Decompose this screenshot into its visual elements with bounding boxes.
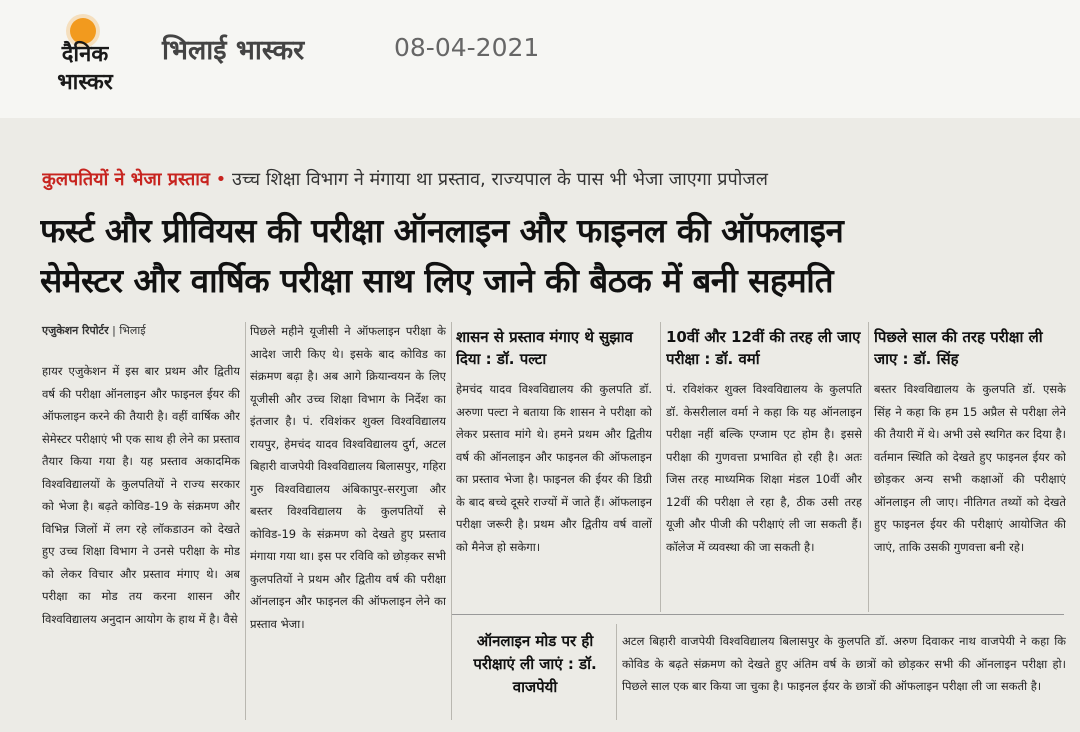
headline-line-2: सेमेस्टर और वार्षिक परीक्षा साथ लिए जाने की बैठक में बनी सहमति (40, 261, 834, 300)
column-divider (245, 322, 246, 720)
column-divider (868, 322, 869, 612)
section-divider (452, 614, 1064, 615)
logo-text-bottom: भास्कर (57, 70, 113, 95)
kicker-label: कुलपतियों ने भेजा प्रस्ताव (42, 169, 210, 190)
subhead-vajpayee: ऑनलाइन मोड पर ही परीक्षाएं ली जाएं : डॉ. वाजपेयी (473, 632, 597, 696)
edition-name: भिलाई भास्कर (162, 35, 305, 66)
article-kicker (42, 166, 1072, 194)
subsection-vajpayee-body: अटल बिहारी वाजपेयी विश्वविद्यालय बिलासपुर के कुलपति डॉ. अरुण दिवाकर नाथ वाजपेयी ने कहा कि कोविड के बढ़ते संक्रमण को देखते हुए अंतिम वर्ष के छात्रों को छोड़कर सभी की ऑनलाइन परीक्षा हो। पिछले साल एक बार किया जा चुका है। फाइनल ईयर के छात्रों की ऑफलाइन परीक्षा ली जा सकती है। (622, 634, 1066, 693)
byline-separator: | (112, 324, 116, 337)
column-divider (660, 322, 661, 612)
sun-logo-icon (70, 18, 96, 44)
byline-city: भिलाई (119, 324, 146, 337)
body-column-1: हायर एजुकेशन में इस बार प्रथम और द्वितीय वर्ष की परीक्षा ऑनलाइन और फाइनल ईयर की ऑफलाइन करने की तैयारी है। वहीं वार्षिक और सेमेस्टर परीक्षाएं भी एक साथ ही लेने का प्रस्ताव तैयार किया गया है। यह प्रस्ताव अकादमिक विश्वविद्यालयों के कुलपतियों ने राज्य सरकार को भेजा है। बढ़ते कोविड-19 के संक्रमण और विभिन्न जिलों में लग रहे लॉकडाउन को देखते हुए उच्च शिक्षा विभाग ने उनसे परीक्षा के मोड को लेकर विचार और प्रस्ताव मंगाए थे। अब परीक्षा का मोड तय करना शासन और विश्वविद्यालय अनुदान आयोग के हाथ में है। वैसे (42, 364, 240, 626)
byline-reporter: एजुकेशन रिपोर्टर (42, 324, 109, 337)
subhead-palta: शासन से प्रस्ताव मंगाए थे सुझाव दिया : डॉ. पल्टा (456, 328, 633, 368)
kicker-text: उच्च शिक्षा विभाग ने मंगाया था प्रस्ताव, राज्यपाल के पास भी भेजा जाएगा प्रपोजल (232, 169, 768, 190)
subsection-singh-body: बस्तर विश्वविद्यालय के कुलपति डॉ. एसके सिंह ने कहा कि हम 15 अप्रैल से परीक्षा लेने की तैयारी में थे। अभी उसे स्थगित कर दिया है। वर्तमान स्थिति को देखते हुए फाइनल ईयर को छोड़कर अन्य सभी कक्षाओं की परीक्षाएं ऑनलाइन ली जाए। नीतिगत तथ्यों को देखते हुए फाइनल ईयर की परीक्षाएं आयोजित की जाएं, ताकि उसकी गुणवत्ता बनी रहे। (874, 382, 1066, 554)
newspaper-logo (34, 18, 136, 108)
headline-line-1: फर्स्ट और प्रीवियस की परीक्षा ऑनलाइन और फाइनल की ऑफलाइन (40, 211, 844, 250)
byline (42, 320, 242, 342)
subhead-singh: पिछले साल की तरह परीक्षा ली जाए : डॉ. सिंह (874, 328, 1043, 368)
kicker-bullet: • (215, 169, 227, 190)
article-headline (40, 206, 1070, 306)
subsection-palta-body: हेमचंद यादव विश्वविद्यालय की कुलपति डॉ. अरुणा पल्टा ने बताया कि शासन ने परीक्षा को लेकर प्रस्ताव मांगे थे। हमने प्रथम और द्वितीय वर्ष की ऑनलाइन और फाइनल की ऑफलाइन का प्रस्ताव भेजा है। फाइनल की ईयर की डिग्री के बाद बच्चे दूसरे राज्यों में जाते हैं। ऑफलाइन परीक्षा जरूरी है। प्रथम और द्वितीय वर्ष वालों को मैनेज हो सकेगा। (456, 382, 652, 554)
edition-date: 08-04-2021 (394, 33, 540, 62)
logo-text-top: दैनिक (61, 42, 109, 67)
subhead-verma: 10वीं और 12वीं की तरह ली जाए परीक्षा : डॉ. वर्मा (666, 328, 861, 368)
page-header (0, 0, 1080, 118)
column-divider (451, 322, 452, 720)
column-divider (616, 624, 617, 720)
body-column-2: पिछले महीने यूजीसी ने ऑफलाइन परीक्षा के आदेश जारी किए थे। इसके बाद कोविड का संक्रमण बढ़ा है। अब आगे क्रियान्वयन के लिए यूजीसी और उच्च शिक्षा विभाग के निर्देश का इंतजार है। पं. रविशंकर शुक्ल विश्वविद्यालय रायपुर, हेमचंद यादव विश्वविद्यालय दुर्ग, अटल बिहारी वाजपेयी विश्वविद्यालय बिलासपुर, गहिरा गुरु विश्वविद्यालय अंबिकापुर-सरगुजा और बस्तर विश्वविद्यालय के कुलपतियों से कोविड-19 के संक्रमण को देखते हुए प्रस्ताव मंगाया गया था। इस पर रविवि को छोड़कर सभी कुलपतियों ने प्रथम और द्वितीय वर्ष की परीक्षा ऑनलाइन और फाइनल की ऑफलाइन लेने का प्रस्ताव भेजा। (250, 324, 446, 631)
subsection-verma-body: पं. रविशंकर शुक्ल विश्वविद्यालय के कुलपति डॉ. केसरीलाल वर्मा ने कहा कि यह ऑनलाइन परीक्षा नहीं बल्कि एग्जाम एट होम है। इससे परीक्षा की गुणवत्ता प्रभावित हो रही है। अतः जिस तरह माध्यमिक शिक्षा मंडल 10वीं और 12वीं की परीक्षा ले रहा है, ठीक उसी तरह यूजी और पीजी की परीक्षाएं ली जा सकती हैं। कॉलेज में व्यवस्था की जा सकती है। (666, 382, 862, 554)
